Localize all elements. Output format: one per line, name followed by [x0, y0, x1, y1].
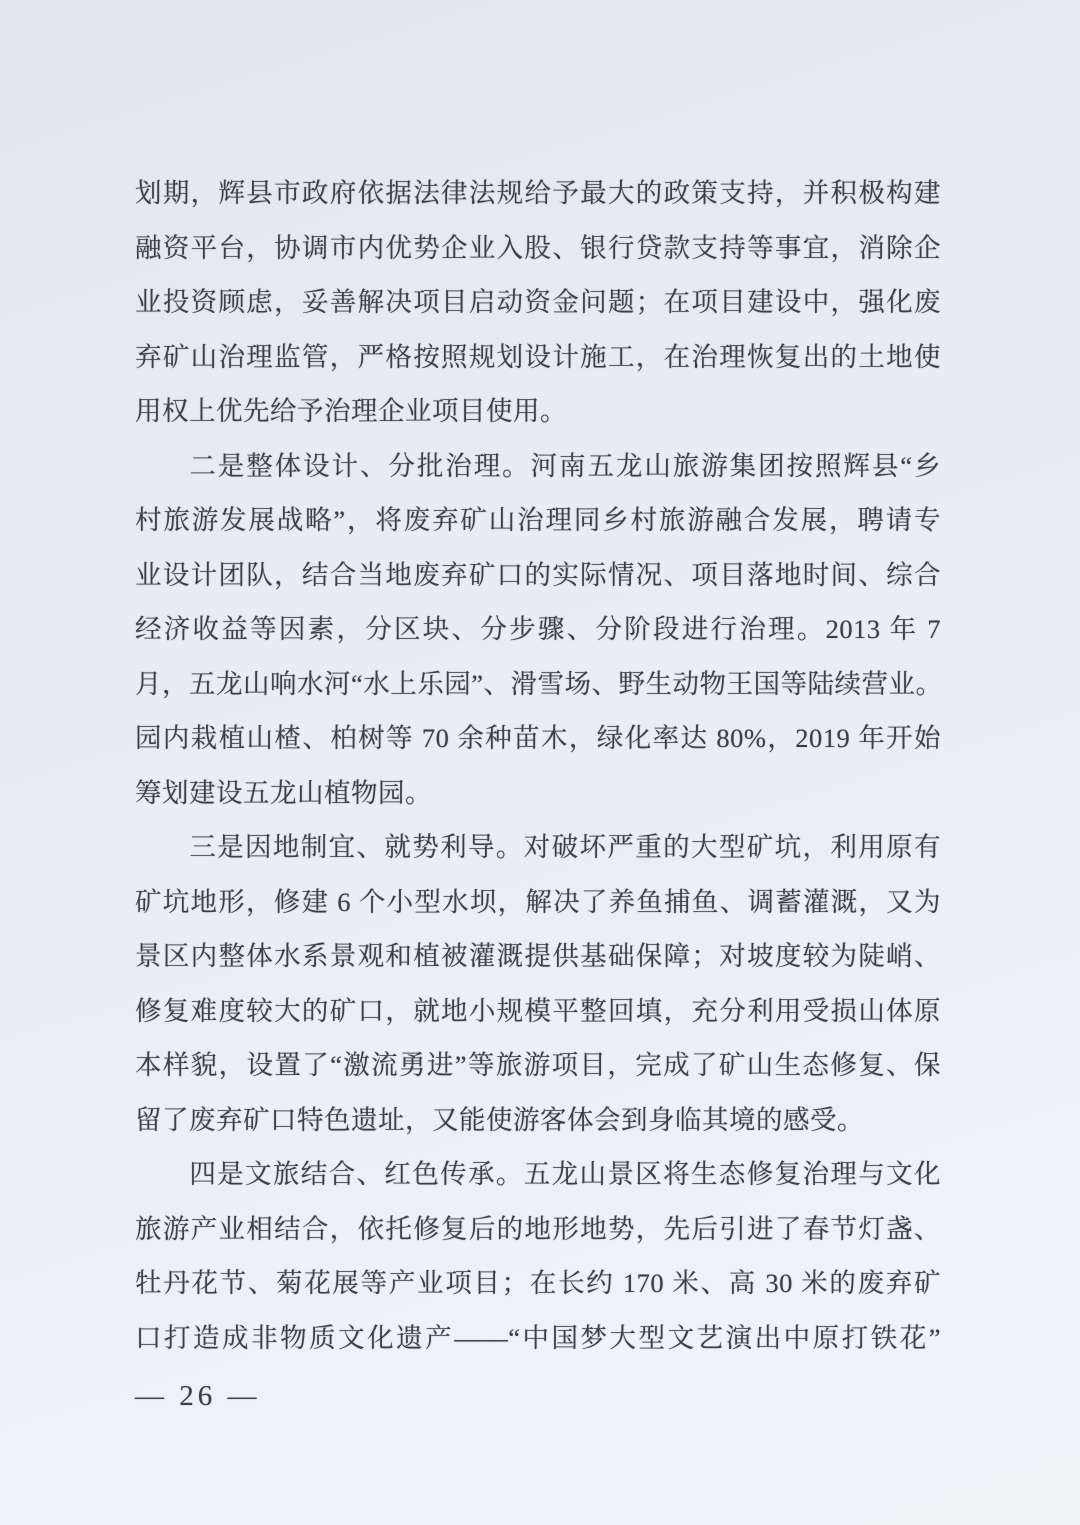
text-line: 划期，辉县市政府依据法律法规给予最大的政策支持，并积极构建 — [135, 178, 941, 208]
text-line: 旅游产业相结合，依托修复后的地形地势，先后引进了春节灯盏、 — [135, 1213, 941, 1244]
text-line: 矿坑地形，修建 6 个小型水坝，解决了养鱼捕鱼、调蓄灌溉，又为 — [135, 886, 941, 917]
page-number: — 26 — — [135, 1380, 261, 1412]
text-line: 景区内整体水系景观和植被灌溉提供基础保障；对坡度较为陡峭、 — [135, 941, 941, 971]
text-block — [135, 166, 941, 1365]
text-line: 融资平台，协调市内优势企业入股、银行贷款支持等事宜，消除企 — [135, 232, 941, 263]
text-line: 修复难度较大的矿口，就地小规模平整回填，充分利用受损山体原 — [135, 995, 941, 1026]
text-line: 村旅游发展战略”，将废弃矿山治理同乡村旅游融合发展，聘请专 — [135, 505, 941, 535]
text-line: 筹划建设五龙山植物园。 — [135, 777, 432, 808]
text-line: 业设计团队，结合当地废弃矿口的实际情况、项目落地时间、综合 — [135, 559, 941, 590]
text-line: 留了废弃矿口特色遗址，又能使游客体会到身临其境的感受。 — [135, 1104, 864, 1135]
text-line: 弃矿山治理监管，严格按照规划设计施工，在治理恢复出的土地使 — [135, 341, 941, 372]
text-line: 用权上优先给予治理企业项目使用。 — [135, 396, 567, 426]
text-line: 三是因地制宜、就势利导。对破坏严重的大型矿坑，利用原有 — [189, 832, 941, 862]
text-line: 月，五龙山响水河“水上乐园”、滑雪场、野生动物王国等陆续营业。 — [135, 668, 943, 699]
text-line: 口打造成非物质文化遗产——“中国梦大型文艺演出中原打铁花” — [135, 1322, 941, 1353]
text-line: 四是文旅结合、红色传承。五龙山景区将生态修复治理与文化 — [189, 1159, 941, 1189]
text-line: 经济收益等因素，分区块、分步骤、分阶段进行治理。2013 年 7 — [135, 614, 941, 644]
text-line: 园内栽植山楂、柏树等 70 余种苗木，绿化率达 80%，2019 年开始 — [135, 723, 941, 753]
text-line: 本样貌，设置了“激流勇进”等旅游项目，完成了矿山生态修复、保 — [135, 1050, 941, 1080]
text-line: 二是整体设计、分批治理。河南五龙山旅游集团按照辉县“乡 — [189, 450, 941, 481]
text-line: 牡丹花节、菊花展等产业项目；在长约 170 米、高 30 米的废弃矿 — [135, 1268, 941, 1298]
text-line: 业投资顾虑，妥善解决项目启动资金问题；在项目建设中，强化废 — [135, 287, 941, 317]
document-body — [135, 166, 941, 1418]
